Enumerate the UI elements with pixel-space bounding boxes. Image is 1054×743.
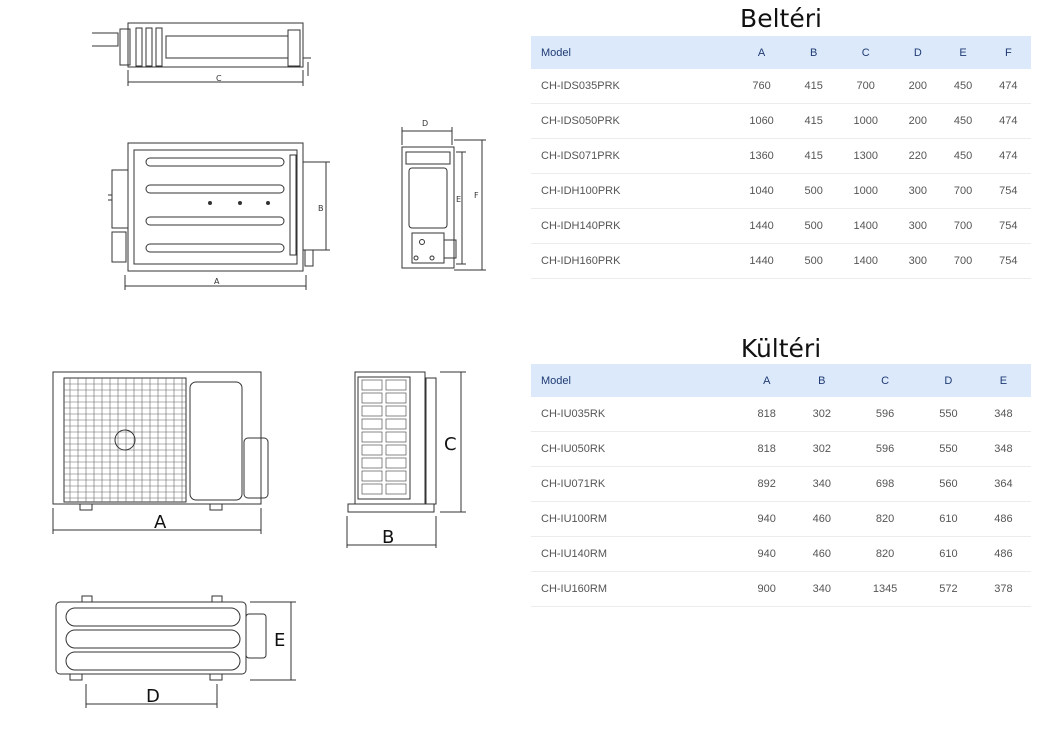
dimension-cell: 1440 [732,209,791,244]
indoor-header-5: E [940,36,985,69]
dimension-cell: 550 [921,397,976,432]
dimension-cell: 460 [794,537,849,572]
dimension-cell: 700 [940,209,985,244]
outdoor-top-dim-e: E [274,630,286,651]
dimension-cell: 596 [849,432,921,467]
indoor-title: Beltéri [740,4,822,33]
dimension-cell: 1040 [732,174,791,209]
dimension-cell: 698 [849,467,921,502]
indoor-header-4: D [895,36,940,69]
dimension-cell: 200 [895,69,940,104]
dimension-cell: 340 [794,572,849,607]
model-cell: CH-IDS050PRK [531,104,732,139]
dimension-cell: 474 [986,139,1031,174]
dimension-cell: 892 [739,467,794,502]
model-cell: CH-IU160RM [531,572,739,607]
indoor-side-dim-f: F [474,191,479,200]
dimension-cell: 760 [732,69,791,104]
dimension-cell: 700 [836,69,895,104]
dimension-cell: 415 [791,69,836,104]
dimension-cell: 1400 [836,244,895,279]
dimension-cell: 450 [940,69,985,104]
dimension-cell: 1000 [836,174,895,209]
dimension-cell: 474 [986,69,1031,104]
indoor-header-row [531,36,1031,69]
dimension-cell: 300 [895,209,940,244]
dimension-cell: 378 [976,572,1031,607]
dimension-cell: 818 [739,397,794,432]
model-cell: CH-IDH140PRK [531,209,732,244]
table-row [531,397,1031,432]
dimension-cell: 1400 [836,209,895,244]
indoor-top-dim-c: C [216,74,222,83]
dimension-cell: 754 [986,209,1031,244]
dimension-cell: 596 [849,397,921,432]
dimension-cell: 1345 [849,572,921,607]
dimension-cell: 610 [921,502,976,537]
indoor-front-dim-a: A [214,277,220,286]
outdoor-front-view [53,372,268,534]
outdoor-header-0: Model [531,364,739,397]
dimension-cell: 348 [976,397,1031,432]
dimension-cell: 300 [895,174,940,209]
dimension-cell: 500 [791,209,836,244]
dimension-cell: 450 [940,104,985,139]
model-cell: CH-IU035RK [531,397,739,432]
dimension-cell: 818 [739,432,794,467]
outdoor-header-row [531,364,1031,397]
indoor-dimension-table [531,36,1031,279]
dimension-cell: 1440 [732,244,791,279]
dimension-cell: 348 [976,432,1031,467]
dimension-cell: 940 [739,502,794,537]
dimension-cell: 450 [940,139,985,174]
outdoor-header-3: C [849,364,921,397]
model-cell: CH-IU140RM [531,537,739,572]
indoor-side-dim-d: D [422,119,429,128]
dimension-cell: 415 [791,104,836,139]
dimension-cell: 700 [940,174,985,209]
dimension-cell: 700 [940,244,985,279]
dimension-cell: 754 [986,174,1031,209]
dimension-cell: 302 [794,397,849,432]
dimension-cell: 200 [895,104,940,139]
dimension-cell: 1300 [836,139,895,174]
dimension-drawings [0,0,520,743]
table-row [531,572,1031,607]
model-cell: CH-IU100RM [531,502,739,537]
dimension-cell: 940 [739,537,794,572]
indoor-header-0: Model [531,36,732,69]
table-row [531,502,1031,537]
outdoor-header-4: D [921,364,976,397]
dimension-cell: 572 [921,572,976,607]
dimension-cell: 900 [739,572,794,607]
outdoor-side-dim-b: B [382,527,395,548]
table-row [531,104,1031,139]
dimension-cell: 300 [895,244,940,279]
outdoor-side-view [347,372,466,548]
outdoor-top-view [56,596,296,708]
model-cell: CH-IDH100PRK [531,174,732,209]
dimension-cell: 754 [986,244,1031,279]
model-cell: CH-IDH160PRK [531,244,732,279]
table-row [531,432,1031,467]
dimension-cell: 220 [895,139,940,174]
indoor-top-view [92,23,311,86]
dimension-cell: 820 [849,537,921,572]
indoor-front-dim-b: B [318,204,324,213]
table-row [531,467,1031,502]
indoor-side-dim-e: E [456,195,462,204]
indoor-header-6: F [986,36,1031,69]
model-cell: CH-IU071RK [531,467,739,502]
model-cell: CH-IDS071PRK [531,139,732,174]
table-row [531,69,1031,104]
model-cell: CH-IU050RK [531,432,739,467]
indoor-front-view [108,143,330,290]
dimension-cell: 550 [921,432,976,467]
table-row [531,537,1031,572]
dimension-cell: 486 [976,537,1031,572]
table-row [531,174,1031,209]
dimension-cell: 415 [791,139,836,174]
dimension-cell: 500 [791,244,836,279]
dimension-cell: 610 [921,537,976,572]
indoor-header-1: A [732,36,791,69]
outdoor-side-dim-c: C [444,434,457,455]
outdoor-header-1: A [739,364,794,397]
indoor-header-2: B [791,36,836,69]
dimension-cell: 1360 [732,139,791,174]
table-row [531,139,1031,174]
outdoor-dimension-table [531,364,1031,607]
dimension-cell: 1060 [732,104,791,139]
dimension-cell: 560 [921,467,976,502]
outdoor-header-5: E [976,364,1031,397]
table-row [531,244,1031,279]
dimension-cell: 302 [794,432,849,467]
dimension-cell: 474 [986,104,1031,139]
dimension-cell: 460 [794,502,849,537]
dimension-cell: 1000 [836,104,895,139]
dimension-cell: 500 [791,174,836,209]
outdoor-front-dim-a: A [154,512,167,533]
dimension-cell: 486 [976,502,1031,537]
outdoor-title: Kültéri [740,334,822,363]
outdoor-header-2: B [794,364,849,397]
table-row [531,209,1031,244]
model-cell: CH-IDS035PRK [531,69,732,104]
indoor-header-3: C [836,36,895,69]
outdoor-top-dim-d: D [146,686,160,707]
dimension-cell: 364 [976,467,1031,502]
dimension-cell: 820 [849,502,921,537]
dimension-cell: 340 [794,467,849,502]
